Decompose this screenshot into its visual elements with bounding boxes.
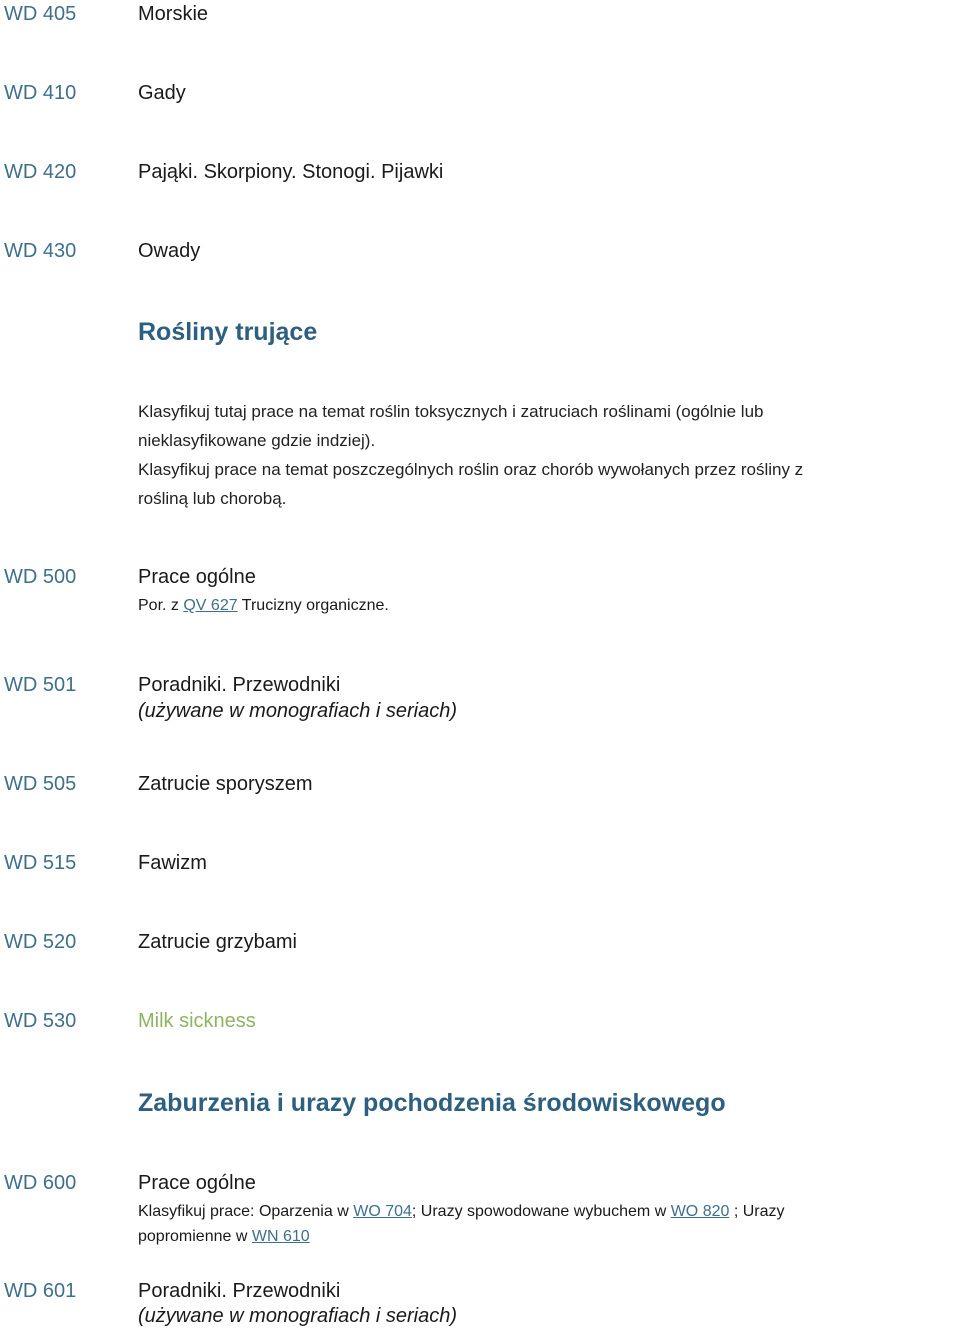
- desc-line: nieklasyfikowane gdzie indziej).: [138, 431, 376, 450]
- note-text: Por. z: [138, 597, 179, 614]
- section-heading-environmental-disorders: Zaburzenia i urazy pochodzenia środowiskowego: [138, 1089, 726, 1117]
- desc-line: rośliną lub chorobą.: [138, 489, 287, 508]
- note-text: popromienne w: [138, 1228, 248, 1245]
- note-text: ; Urazy: [733, 1203, 785, 1220]
- class-note: [138, 1228, 310, 1246]
- section-description: [138, 397, 960, 513]
- class-subtitle: (używane w monografiach i seriach): [138, 1305, 458, 1327]
- class-note: [138, 1203, 785, 1221]
- class-note: [138, 597, 389, 615]
- class-subtitle: (używane w monografiach i seriach): [138, 700, 458, 722]
- desc-line: Klasyfikuj prace na temat poszczególnych roślin oraz chorób wywołanych przez rośliny z: [138, 460, 804, 479]
- class-title: Prace ogólne: [138, 566, 256, 588]
- note-text: ; Urazy spowodowane wybuchem w: [411, 1203, 667, 1220]
- section-heading-poisonous-plants: Rośliny trujące: [138, 318, 318, 346]
- class-code: WD 420: [4, 161, 77, 183]
- class-code: WD 410: [4, 82, 77, 104]
- class-title: Gady: [138, 82, 186, 104]
- class-code: WD 505: [4, 773, 77, 795]
- link-wo-820[interactable]: WO 820: [670, 1203, 730, 1220]
- class-code: WD 601: [4, 1280, 77, 1302]
- class-title: Zatrucie grzybami: [138, 931, 297, 953]
- class-title: Owady: [138, 240, 201, 262]
- class-code: WD 430: [4, 240, 77, 262]
- link-qv-627[interactable]: QV 627: [183, 597, 238, 614]
- class-title: Poradniki. Przewodniki: [138, 674, 341, 696]
- link-wn-610[interactable]: WN 610: [251, 1228, 310, 1245]
- class-title: Poradniki. Przewodniki: [138, 1280, 341, 1302]
- note-text: Trucizny organiczne.: [241, 597, 389, 614]
- class-title: Morskie: [138, 3, 209, 25]
- class-code: WD 600: [4, 1172, 77, 1194]
- desc-line: Klasyfikuj tutaj prace na temat roślin toksycznych i zatruciach roślinami (ogólnie lub: [138, 402, 764, 421]
- class-title: Fawizm: [138, 852, 207, 874]
- class-title: Zatrucie sporyszem: [138, 773, 313, 795]
- class-code: WD 501: [4, 674, 77, 696]
- class-title: Milk sickness: [138, 1010, 256, 1032]
- class-code: WD 500: [4, 566, 77, 588]
- class-code: WD 405: [4, 3, 77, 25]
- class-title: Pająki. Skorpiony. Stonogi. Pijawki: [138, 161, 444, 183]
- note-text: Klasyfikuj prace: Oparzenia w: [138, 1203, 349, 1220]
- link-wo-704[interactable]: WO 704: [353, 1203, 412, 1220]
- class-code: WD 515: [4, 852, 77, 874]
- class-code: WD 520: [4, 931, 77, 953]
- class-code: WD 530: [4, 1010, 77, 1032]
- class-title: Prace ogólne: [138, 1172, 256, 1194]
